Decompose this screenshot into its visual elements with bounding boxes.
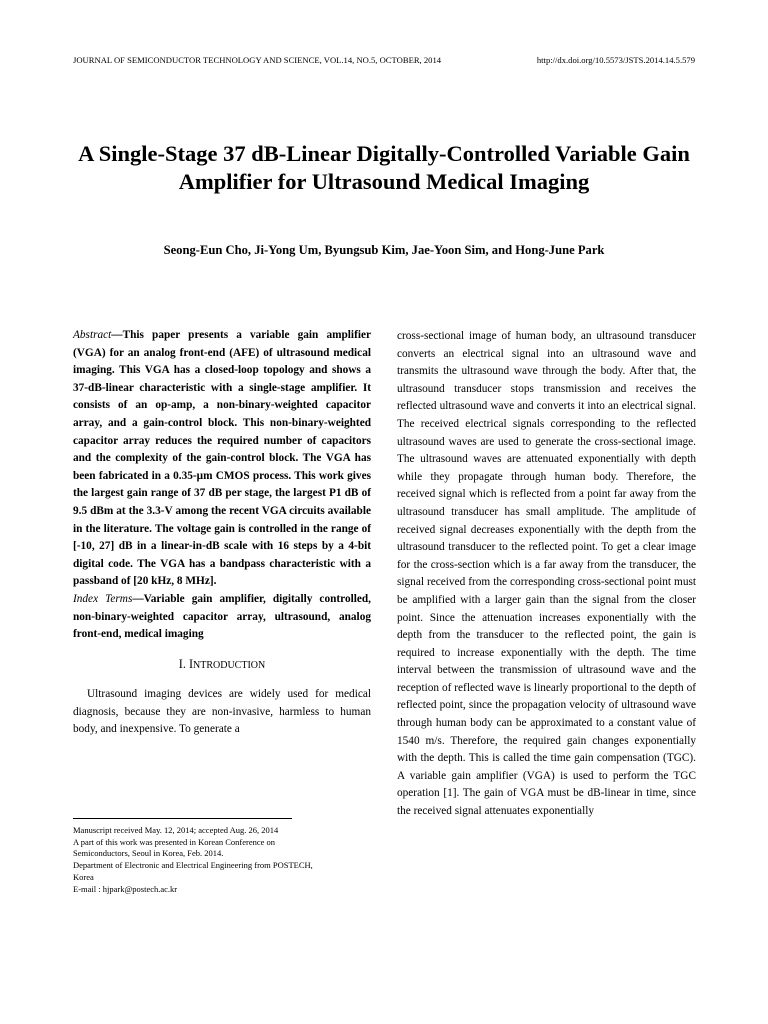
index-terms [73,591,371,644]
author-list: Seong-Eun Cho, Ji-Yong Um, Byungsub Kim, Jae-Yoon Sim, and Hong-June Park [163,243,605,257]
doi-link[interactable]: http://dx.doi.org/10.5573/JSTS.2014.14.5.579 [536,55,695,65]
section-initial: I [188,656,193,671]
footnote-divider [73,818,292,819]
footnote-line: A part of this work was presented in Korean Conference on [73,836,276,847]
footnote-email: E-mail : hjpark@postech.ac.kr [73,883,178,894]
journal-name: JOURNAL OF SEMICONDUCTOR TECHNOLOGY AND SCIENCE, VOL.14, NO.5, OCTOBER, 2014 [73,55,442,65]
index-terms-lead: Index Terms [73,592,133,605]
running-header [73,55,695,67]
section-title-rest: NTRODUCTION [193,659,266,671]
abstract-lead: Abstract [73,329,112,341]
section-heading-introduction [73,656,371,675]
index-terms-text: —Variable gain amplifier, digitally controlled, non-binary-weighted capacitor array, ultrasound, analog front-end, medical imaging [73,592,371,641]
intro-paragraph-left: Ultrasound imaging devices are widely used for medical diagnosis, because they are non-invasive, harmless to human body, and inexpensive. To generate a [73,688,371,736]
abstract [73,327,371,591]
paper-title: A Single-Stage 37 dB-Linear Digitally-Controlled Variable Gain Amplifier for Ultrasound Medical Imaging [78,141,690,194]
right-column [397,328,696,821]
abstract-text: —This paper presents a variable gain amplifier (VGA) for an analog front-end (AFE) of ultrasound medical imaging. This VGA has a closed-loop topology and shows a 37-dB-linear characteristic with a single-stage amplifier. It consists of an op-amp, a non-binary-weighted capacitor array, and a gain-control block. This non-binary-weighted capacitor array reduces the required number of capacitors and the complexity of the gain-control block. The VGA has been fabricated in a 0.35-μm CMOS process. This work gives the largest gain range of 37 dB per stage, the largest P1 dB of 9.5 dBm at the 3.3-V among the recent VGA circuits available in the literature. The voltage gain is controlled in the range of [-10, 27] dB in a linear-in-dB scale with 16 steps by a 4-bit digital code. The VGA has a bandpass characteristic with a passband of [20 kHz, 8 MHz]. [73,329,371,588]
footnote-line: Semiconductors, Seoul in Korea, Feb. 2014. [73,848,224,859]
section-number: I. [178,656,189,671]
intro-paragraph-right: cross-sectional image of human body, an ultrasound transducer converts an electrical signal into an ultrasound wave and transmits the ultrasound wave through the body. After that, the ultrasound transducer stops transmission and receives the reflected ultrasound wave and converts it into an electrical signal. The received electrical signals corresponding to the reflected ultrasound waves are used to generate the cross-sectional image. The ultrasound waves are attenuated exponentially with depth while they propagate through human body. Therefore, the received signal which is reflected from a point far away from the ultrasound transducer has small amplitude. The amplitude of received signal decreases exponentially with the depth from the ultrasound transducer to the reflected point. To get a clear image for the cross-section which is a far away from the transducer, the signal received from the corresponding cross-sectional point must be amplified with a larger gain than the signal from the closer point. Since the attenuation increases exponentially with the depth from the transducer to the reflected point, the gain is required to increase exponentially with the depth. The time interval between the transmission of ultrasound wave and the reception of reflected wave is linearly proportional to the depth of reflected point, since the propagation velocity of ultrasound wave through human body can be approximated to a constant value of 1540 m/s. Therefore, the required gain changes exponentially with the depth. This is called the time gain compensation (TGC). A variable gain amplifier (VGA) is used to perform the TGC operation [1]. The gain of VGA must be dB-linear in time, since the received signal attenuates exponentially [397,330,696,818]
footnote-line: Department of Electronic and Electrical Engineering from POSTECH, [73,860,313,871]
footnote-line: Manuscript received May. 12, 2014; accepted Aug. 26, 2014 [73,825,279,835]
left-column [73,327,371,739]
footnotes [73,825,373,895]
footnote-line: Korea [73,871,94,882]
